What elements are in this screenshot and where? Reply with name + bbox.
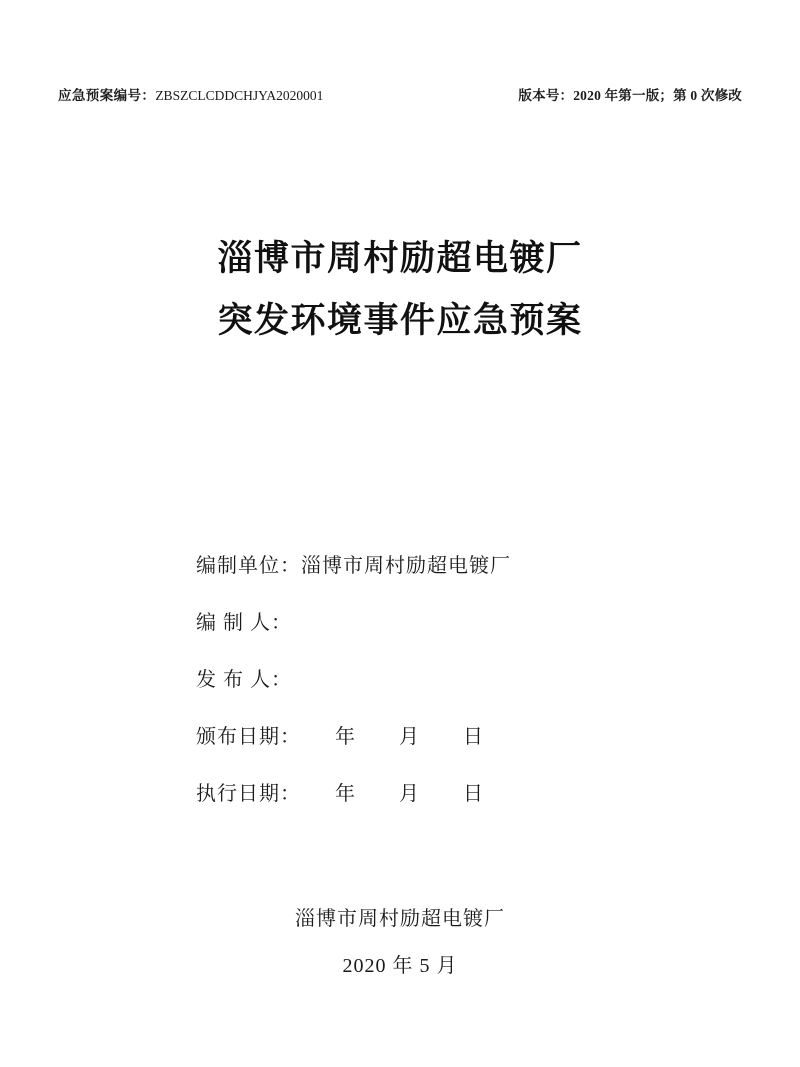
date-slot-year: 年 <box>335 783 356 805</box>
issue-date-slots <box>335 709 527 766</box>
info-label: 发 布 人： <box>196 669 292 691</box>
document-info-block <box>196 538 716 823</box>
version-info: 版本号：2020 年第一版；第 0 次修改 <box>518 88 742 103</box>
date-slot-month: 月 <box>399 783 420 805</box>
info-row-compiler <box>196 595 716 652</box>
info-label: 执行日期： <box>196 783 301 805</box>
title-line-1: 淄博市周村励超电镀厂 <box>217 239 583 278</box>
title-line-2: 突发环境事件应急预案 <box>217 301 583 340</box>
info-row-compiling-unit <box>196 538 716 595</box>
info-value: 淄博市周村励超电镀厂 <box>301 555 511 577</box>
info-row-issue-date <box>196 709 716 766</box>
info-label: 颁布日期： <box>196 726 301 748</box>
date-slot-day: 日 <box>463 783 484 805</box>
info-row-publisher <box>196 652 716 709</box>
footer-organization: 淄博市周村励超电镀厂 <box>295 908 505 930</box>
plan-number-value: ZBSZCLCDDCHJYA2020001 <box>155 88 324 103</box>
effective-date-slots <box>335 766 527 823</box>
page-title <box>0 228 800 352</box>
footer-date: 2020 年 5 月 <box>342 955 458 977</box>
date-slot-day: 日 <box>463 726 484 748</box>
plan-number <box>58 84 323 104</box>
info-label: 编 制 人： <box>196 612 292 634</box>
info-row-effective-date <box>196 766 716 823</box>
plan-number-label: 应急预案编号： <box>58 88 156 103</box>
document-footer <box>0 896 800 990</box>
date-slot-month: 月 <box>399 726 420 748</box>
date-slot-year: 年 <box>335 726 356 748</box>
info-label: 编制单位： <box>196 555 301 577</box>
document-header <box>0 84 800 104</box>
